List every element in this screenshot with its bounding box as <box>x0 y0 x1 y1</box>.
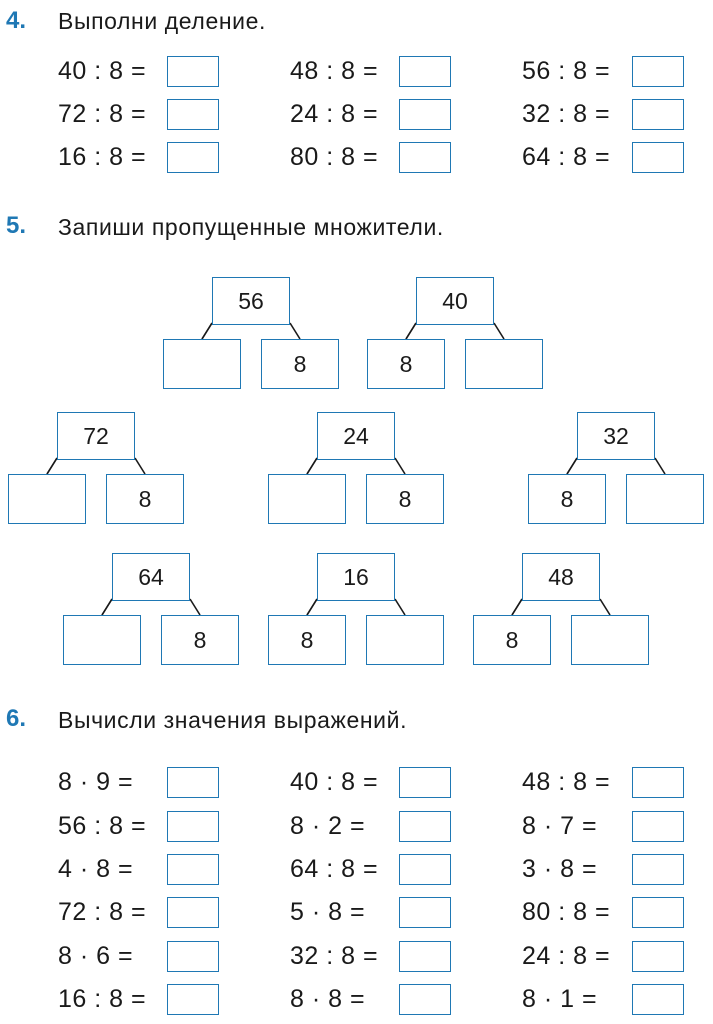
answer-box[interactable] <box>167 897 219 928</box>
answer-box[interactable] <box>167 941 219 972</box>
factor-tree <box>367 277 543 389</box>
expression: 72 : 8 = <box>58 898 147 926</box>
factor-box-right[interactable]: 8 <box>161 615 239 665</box>
factor-box-left[interactable] <box>63 615 141 665</box>
product-box: 32 <box>577 412 655 460</box>
answer-box[interactable] <box>399 811 451 842</box>
factor-box-right[interactable] <box>626 474 704 524</box>
factor-box-left[interactable] <box>268 474 346 524</box>
factor-box-left[interactable] <box>163 339 241 389</box>
factor-tree <box>268 412 444 524</box>
answer-box[interactable] <box>167 767 219 798</box>
answer-box[interactable] <box>632 142 684 173</box>
task-6-title: Вычисли значения выражений. <box>58 707 408 733</box>
expression: 40 : 8 = <box>58 57 147 85</box>
expression: 40 : 8 = <box>290 768 379 796</box>
factor-box-left[interactable]: 8 <box>367 339 445 389</box>
factor-box-left[interactable]: 8 <box>473 615 551 665</box>
expression: 48 : 8 = <box>290 57 379 85</box>
answer-box[interactable] <box>632 56 684 87</box>
task-5-title: Запиши пропущенные множители. <box>58 214 444 240</box>
answer-box[interactable] <box>632 854 684 885</box>
answer-box[interactable] <box>167 99 219 130</box>
factor-box-left[interactable]: 8 <box>528 474 606 524</box>
factor-box-right[interactable]: 8 <box>106 474 184 524</box>
expression: 80 : 8 = <box>522 898 611 926</box>
product-box: 48 <box>522 553 600 601</box>
expression: 56 : 8 = <box>522 57 611 85</box>
factor-tree <box>8 412 184 524</box>
expression: 16 : 8 = <box>58 985 147 1013</box>
answer-box[interactable] <box>632 897 684 928</box>
answer-box[interactable] <box>632 984 684 1015</box>
product-box: 24 <box>317 412 395 460</box>
answer-box[interactable] <box>167 984 219 1015</box>
expression: 5 · 8 = <box>290 898 366 926</box>
expression: 32 : 8 = <box>522 100 611 128</box>
product-box: 40 <box>416 277 494 325</box>
factor-box-left[interactable] <box>8 474 86 524</box>
expression: 72 : 8 = <box>58 100 147 128</box>
expression: 8 · 1 = <box>522 985 598 1013</box>
factor-box-right[interactable] <box>465 339 543 389</box>
answer-box[interactable] <box>399 56 451 87</box>
task-6-number: 6. <box>6 705 27 732</box>
answer-box[interactable] <box>399 767 451 798</box>
task-4-title: Выполни деление. <box>58 8 266 34</box>
expression: 8 · 2 = <box>290 812 366 840</box>
factor-tree <box>163 277 339 389</box>
factor-box-right[interactable]: 8 <box>261 339 339 389</box>
answer-box[interactable] <box>167 854 219 885</box>
expression: 32 : 8 = <box>290 942 379 970</box>
factor-box-right[interactable]: 8 <box>366 474 444 524</box>
factor-box-right[interactable] <box>366 615 444 665</box>
factor-box-left[interactable]: 8 <box>268 615 346 665</box>
expression: 4 · 8 = <box>58 855 134 883</box>
answer-box[interactable] <box>167 811 219 842</box>
expression: 8 · 7 = <box>522 812 598 840</box>
expression: 8 · 8 = <box>290 985 366 1013</box>
answer-box[interactable] <box>167 142 219 173</box>
factor-tree <box>268 553 444 665</box>
expression: 24 : 8 = <box>290 100 379 128</box>
answer-box[interactable] <box>167 56 219 87</box>
expression: 8 · 9 = <box>58 768 134 796</box>
factor-tree <box>473 553 649 665</box>
factor-box-right[interactable] <box>571 615 649 665</box>
answer-box[interactable] <box>399 984 451 1015</box>
product-box: 72 <box>57 412 135 460</box>
expression: 56 : 8 = <box>58 812 147 840</box>
expression: 64 : 8 = <box>290 855 379 883</box>
factor-tree <box>528 412 704 524</box>
product-box: 16 <box>317 553 395 601</box>
product-box: 56 <box>212 277 290 325</box>
expression: 80 : 8 = <box>290 143 379 171</box>
expression: 8 · 6 = <box>58 942 134 970</box>
answer-box[interactable] <box>399 854 451 885</box>
expression: 3 · 8 = <box>522 855 598 883</box>
task-5-number: 5. <box>6 212 27 239</box>
answer-box[interactable] <box>399 941 451 972</box>
answer-box[interactable] <box>399 142 451 173</box>
answer-box[interactable] <box>632 941 684 972</box>
expression: 16 : 8 = <box>58 143 147 171</box>
task-4-number: 4. <box>6 7 27 34</box>
answer-box[interactable] <box>632 811 684 842</box>
expression: 48 : 8 = <box>522 768 611 796</box>
answer-box[interactable] <box>632 99 684 130</box>
factor-tree <box>63 553 239 665</box>
answer-box[interactable] <box>632 767 684 798</box>
product-box: 64 <box>112 553 190 601</box>
expression: 64 : 8 = <box>522 143 611 171</box>
answer-box[interactable] <box>399 99 451 130</box>
expression: 24 : 8 = <box>522 942 611 970</box>
answer-box[interactable] <box>399 897 451 928</box>
